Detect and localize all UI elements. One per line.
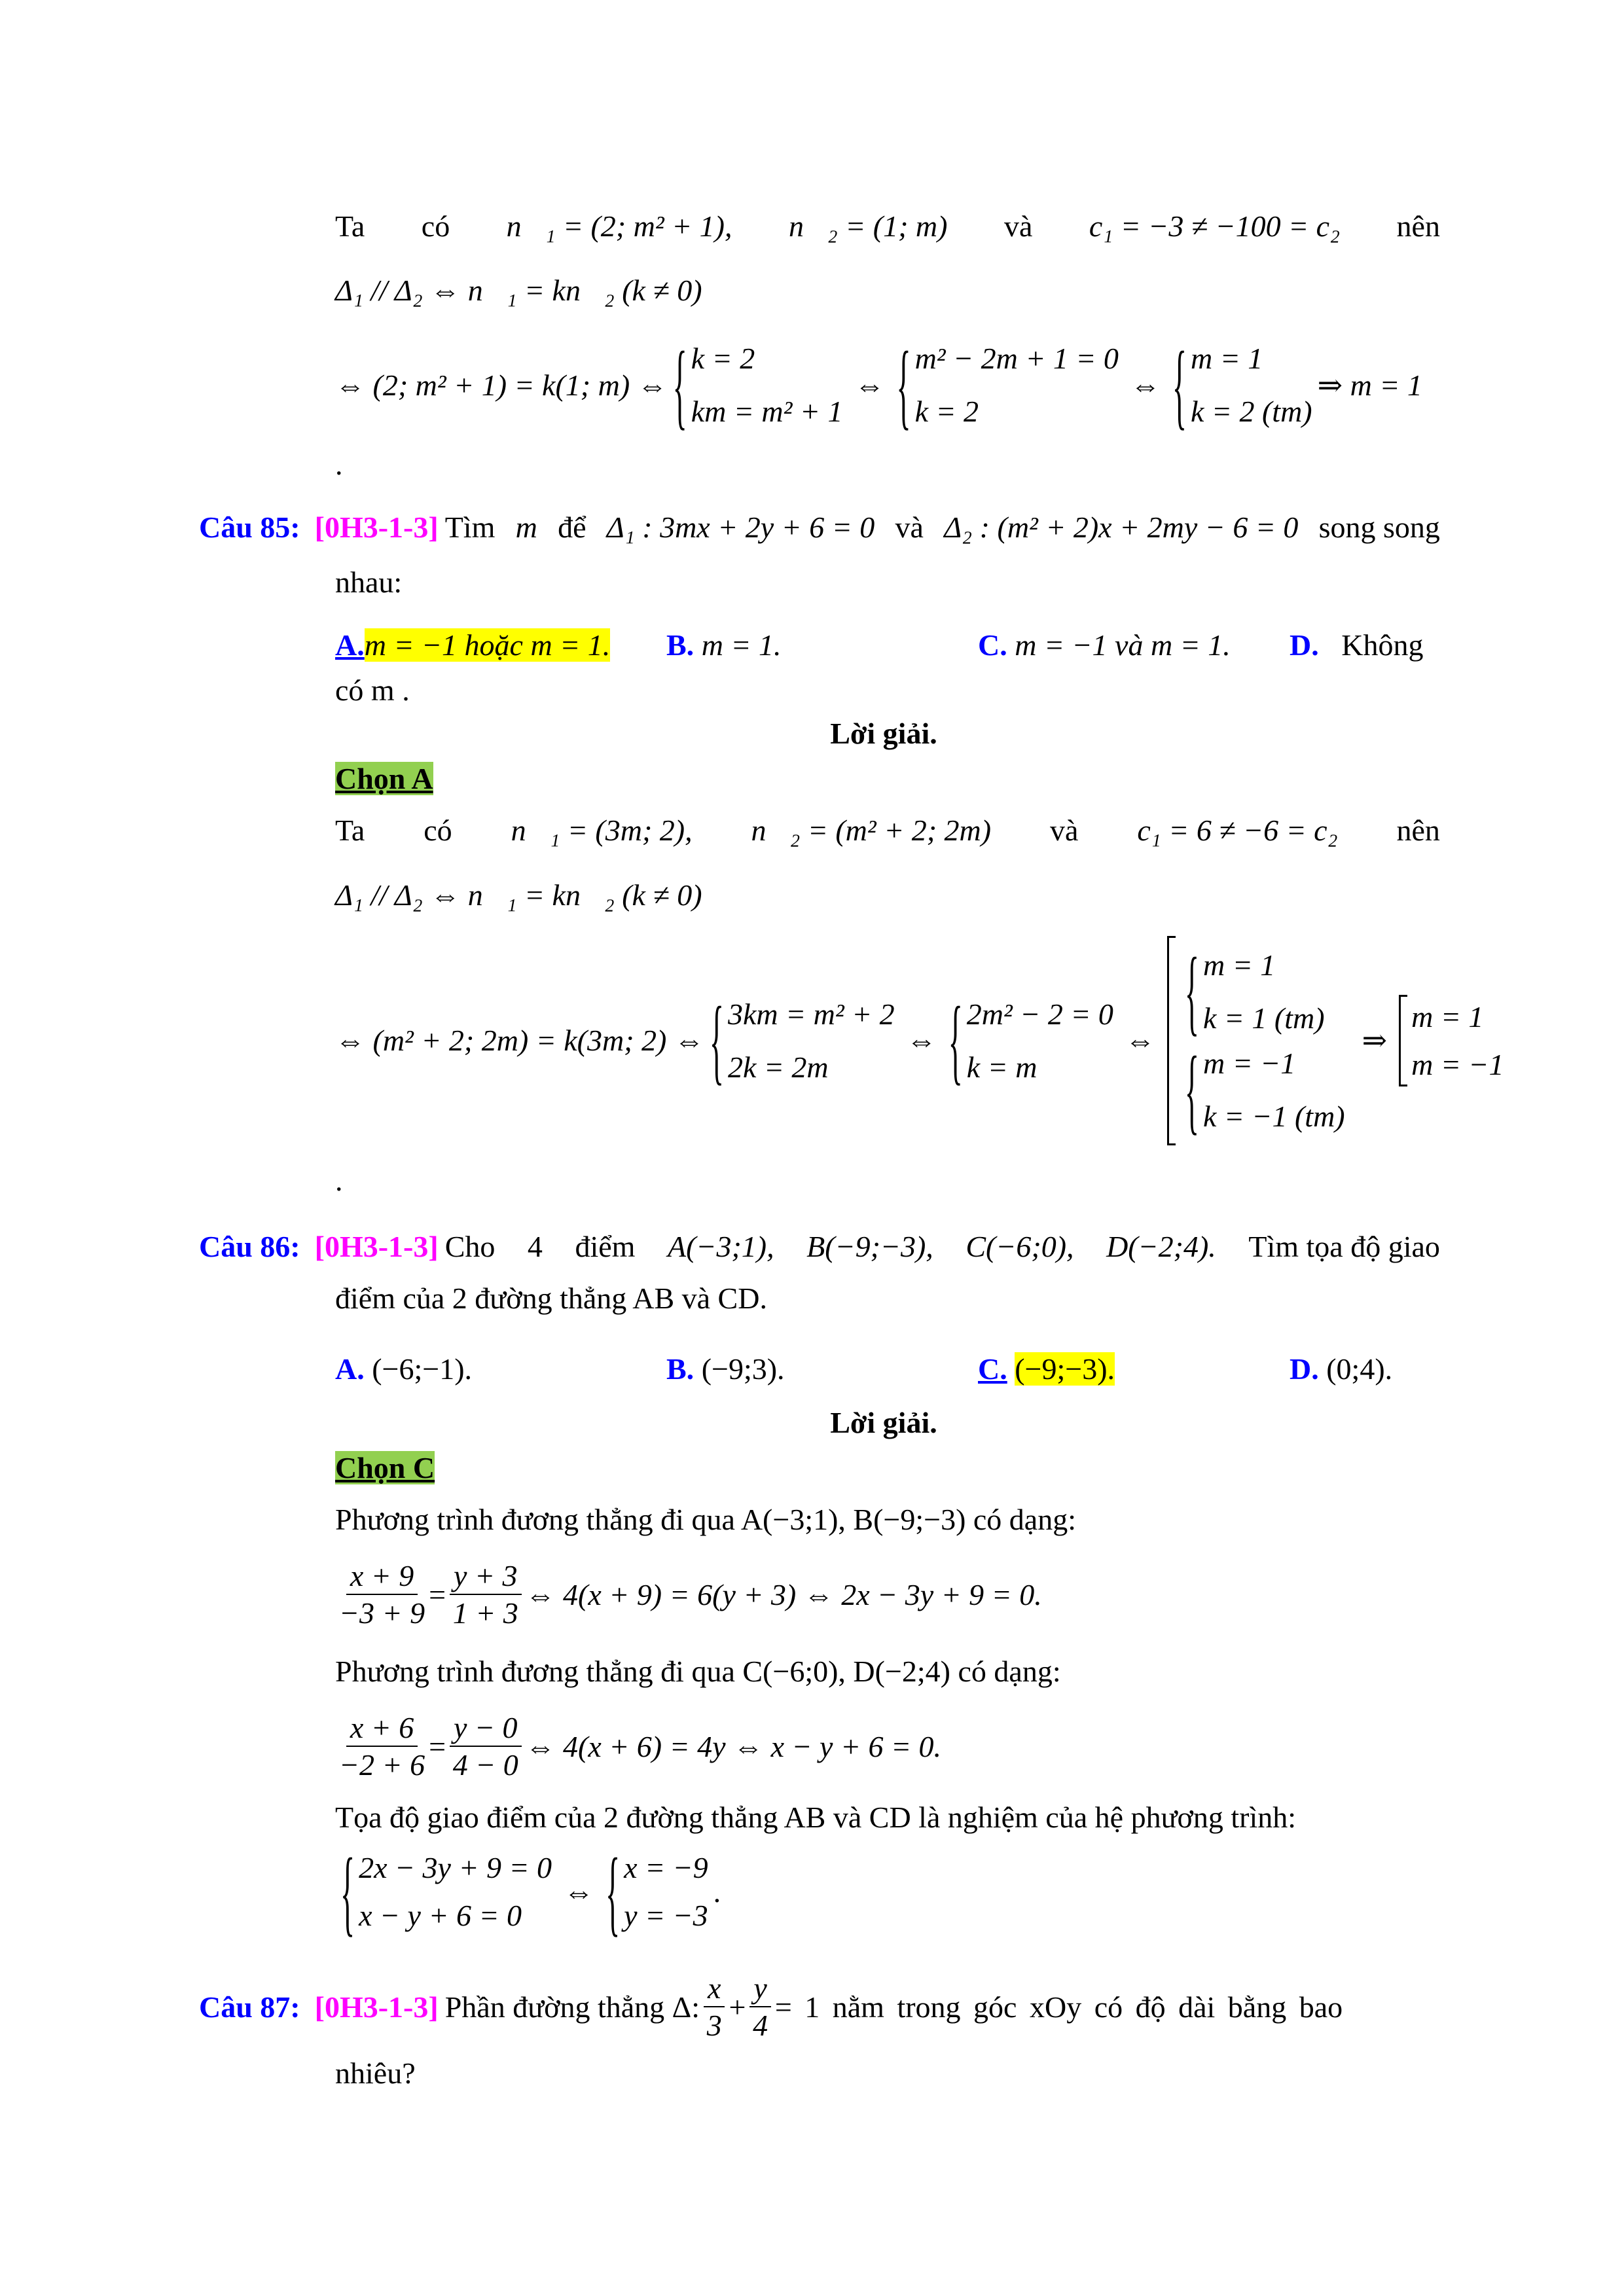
system [1172, 331, 1312, 439]
option-letter: D. [1290, 628, 1319, 662]
option-d[interactable] [1290, 1351, 1392, 1387]
c-values: c₁ = −3 ≠ −100 = c₂ [1089, 209, 1341, 243]
period: . [335, 448, 343, 481]
bracket-icon [1167, 936, 1176, 1145]
option-letter: C. [978, 1352, 1007, 1386]
option-a[interactable] [335, 1351, 472, 1387]
option-letter: A. [335, 1352, 365, 1386]
sys-row: m = −1 [1202, 1047, 1296, 1080]
equals: = [429, 1729, 446, 1763]
text: nên [1396, 209, 1440, 243]
brace-icon: { [1184, 937, 1199, 1045]
question-label: Câu 87: [199, 1990, 300, 2024]
text: có [421, 209, 450, 243]
sys-row: m = 1 [1411, 999, 1484, 1033]
numerator: x [704, 1970, 725, 2007]
equals: = [429, 1577, 446, 1611]
text: Phần đường thẳng Δ: [444, 1990, 700, 2024]
sys-row: x − y + 6 = 0 [359, 1899, 522, 1933]
sys-row: 2k = 2m [727, 1050, 829, 1084]
sys-row: k = m [966, 1050, 1038, 1084]
question-code: [0H3-1-3] [314, 511, 439, 544]
sys-row: x = −9 [624, 1851, 708, 1884]
option-text: (−6;−1). [372, 1352, 473, 1386]
question-85 [199, 509, 1440, 545]
equiv: ⇔ [1130, 368, 1161, 402]
sys-row: 2m² − 2 = 0 [966, 997, 1113, 1031]
option-c[interactable] [978, 1351, 1115, 1387]
numerator: y [749, 1970, 770, 2007]
denominator: 3 [706, 2009, 722, 2043]
text: 4 [527, 1230, 543, 1263]
equation: ⇔ (2; m² + 1) = k(1; m) ⇔ [335, 368, 668, 402]
equiv: ⇔ [854, 368, 885, 402]
option-letter: C. [978, 628, 1007, 662]
chosen-answer: Chọn A [335, 762, 433, 795]
option-text: m = 1. [701, 628, 782, 662]
option-text: (0;4). [1326, 1352, 1393, 1386]
text: để [558, 511, 586, 544]
text: Tìm tọa độ giao [1248, 1230, 1440, 1263]
numerator: x + 9 [346, 1558, 418, 1595]
equiv: ⇔ [906, 1024, 937, 1058]
point-c: C(−6;0), [965, 1230, 1074, 1263]
option-d[interactable] [1290, 627, 1423, 663]
denominator: 4 [753, 2009, 768, 2043]
denominator: 4 − 0 [452, 1748, 518, 1782]
option-text: (−9;3). [701, 1352, 785, 1386]
brace-icon: { [1184, 1036, 1199, 1143]
intersection-system [335, 1838, 721, 1945]
equation-rest: ⇔ 4(x + 9) = 6(y + 3) ⇔ 2x − 3y + 9 = 0. [525, 1577, 1042, 1611]
brace-icon: { [709, 987, 724, 1094]
equiv: ⇔ [1125, 1024, 1155, 1058]
sys-row: k = 2 [691, 342, 755, 375]
q84-solution-line1 [335, 208, 1440, 244]
denominator: −2 + 6 [339, 1748, 425, 1782]
option-text: Không [1341, 628, 1424, 662]
sys-row: k = 2 [914, 395, 979, 429]
text: song song [1318, 511, 1440, 544]
result: ⇒ m = 1 [1317, 368, 1422, 402]
period: . [713, 1874, 721, 1909]
point-d: D(−2;4). [1106, 1230, 1216, 1263]
text: điểm [575, 1230, 636, 1263]
sys-row: 3km = m² + 2 [727, 997, 895, 1031]
brace-icon: { [340, 1838, 355, 1945]
text: = 1 nằm trong góc xOy có độ dài bằng bao [774, 1990, 1343, 2024]
text: Tìm [444, 511, 496, 544]
option-d-cont: có m . [335, 673, 410, 707]
text: Cho [444, 1230, 496, 1263]
question-code: [0H3-1-3] [314, 1230, 439, 1263]
equiv: ⇔ [564, 1874, 594, 1909]
bracket-icon [1399, 995, 1407, 1086]
option-a[interactable] [335, 627, 610, 663]
brace-icon: { [605, 1838, 621, 1945]
implies: ⇒ [1362, 1024, 1388, 1058]
sys-row: km = m² + 1 [691, 395, 843, 429]
equation-cd [335, 1710, 941, 1783]
c-values: c₁ = 6 ≠ −6 = c₂ [1137, 814, 1338, 847]
equation-rest: ⇔ 4(x + 6) = 4y ⇔ x − y + 6 = 0. [525, 1729, 942, 1763]
period: . [335, 1164, 343, 1197]
equation: ⇔ (m² + 2; 2m) = k(3m; 2) ⇔ [335, 1024, 704, 1058]
option-text: m = −1 và m = 1. [1015, 628, 1231, 662]
vector-n2: n⃗₂ = (m² + 2; 2m) [751, 814, 992, 847]
sys-row: y = −3 [624, 1899, 708, 1933]
text: và [895, 511, 924, 544]
q84-solution-system [335, 331, 1422, 439]
option-c[interactable] [978, 627, 1231, 663]
question-86 [199, 1229, 1440, 1265]
option-text: m = −1 hoặc m = 1. [364, 628, 611, 662]
brace-icon: { [1172, 331, 1187, 439]
solution-text: Tọa độ giao điểm của 2 đường thẳng AB và CD là nghiệm của hệ phương trình: [335, 1801, 1297, 1834]
numerator: x + 6 [346, 1710, 418, 1747]
sys-row: m = 1 [1202, 948, 1276, 982]
question-code: [0H3-1-3] [314, 1990, 439, 2024]
text: có [424, 814, 452, 847]
text: nên [1396, 814, 1440, 847]
plus: + [729, 1990, 746, 2024]
option-text: (−9;−3). [1015, 1352, 1115, 1386]
brace-icon: { [896, 331, 911, 439]
question-text-cont: nhiêu? [335, 2056, 416, 2090]
solution-title: Lời giải. [830, 1406, 937, 1439]
question-text-cont: nhau: [335, 565, 403, 599]
question-label: Câu 86: [199, 1230, 300, 1263]
q85-solution-line1 [335, 812, 1440, 848]
sys-row: k = 2 (tm) [1191, 395, 1312, 429]
sys-row: m = −1 [1411, 1048, 1504, 1081]
q85-solution-system [335, 936, 1509, 1145]
point-a: A(−3;1), [668, 1230, 774, 1263]
sys-row: k = −1 (tm) [1202, 1100, 1345, 1134]
option-letter: B. [666, 628, 695, 662]
system [672, 331, 843, 439]
sys-row: 2x − 3y + 9 = 0 [359, 1851, 552, 1884]
system [896, 331, 1119, 439]
denominator: −3 + 9 [339, 1596, 425, 1630]
question-label: Câu 85: [199, 511, 300, 544]
question-text-cont: điểm của 2 đường thẳng AB và CD. [335, 1282, 767, 1315]
numerator: y − 0 [450, 1710, 521, 1747]
vector-n1: n⃗₁ = (3m; 2), [511, 814, 693, 847]
q84-solution-line2: Δ₁ // Δ₂ ⇔ n⃗₁ = kn⃗₂ (k ≠ 0) [335, 274, 702, 307]
brace-icon: { [672, 331, 687, 439]
option-b[interactable] [666, 627, 781, 663]
solution-title: Lời giải. [830, 717, 937, 750]
line-delta2: Δ₂ : (m² + 2)x + 2my − 6 = 0 [944, 511, 1299, 544]
brace-icon: { [948, 987, 963, 1094]
denominator: 1 + 3 [452, 1596, 518, 1630]
solution-text: Phương trình đương thẳng đi qua A(−3;1), B(−9;−3) có dạng: [335, 1503, 1077, 1536]
option-letter: D. [1290, 1352, 1319, 1386]
sys-row: m² − 2m + 1 = 0 [914, 342, 1119, 375]
vector-n2: n⃗₂ = (1; m) [788, 209, 948, 243]
text: Ta [335, 814, 365, 847]
sys-row: m = 1 [1191, 342, 1263, 375]
text: và [1003, 209, 1033, 243]
option-letter: A. [335, 628, 365, 662]
solution-text: Phương trình đương thẳng đi qua C(−6;0), D(−2;4) có dạng: [335, 1655, 1061, 1688]
option-letter: B. [666, 1352, 695, 1386]
line-delta1: Δ₁ : 3mx + 2y + 6 = 0 [606, 511, 875, 544]
chosen-answer: Chọn C [335, 1451, 435, 1484]
text: Ta [335, 209, 365, 243]
numerator: y + 3 [450, 1558, 521, 1595]
question-87 [199, 1970, 1440, 2043]
point-b: B(−9;−3), [806, 1230, 933, 1263]
q85-solution-line2: Δ₁ // Δ₂ ⇔ n⃗₁ = kn⃗₂ (k ≠ 0) [335, 878, 702, 912]
text: và [1050, 814, 1079, 847]
vector-n1: n⃗₁ = (2; m² + 1), [506, 209, 732, 243]
option-b[interactable] [666, 1351, 785, 1387]
text: m [515, 511, 537, 544]
sys-row: k = 1 (tm) [1202, 1001, 1325, 1035]
equation-ab [335, 1558, 1042, 1631]
